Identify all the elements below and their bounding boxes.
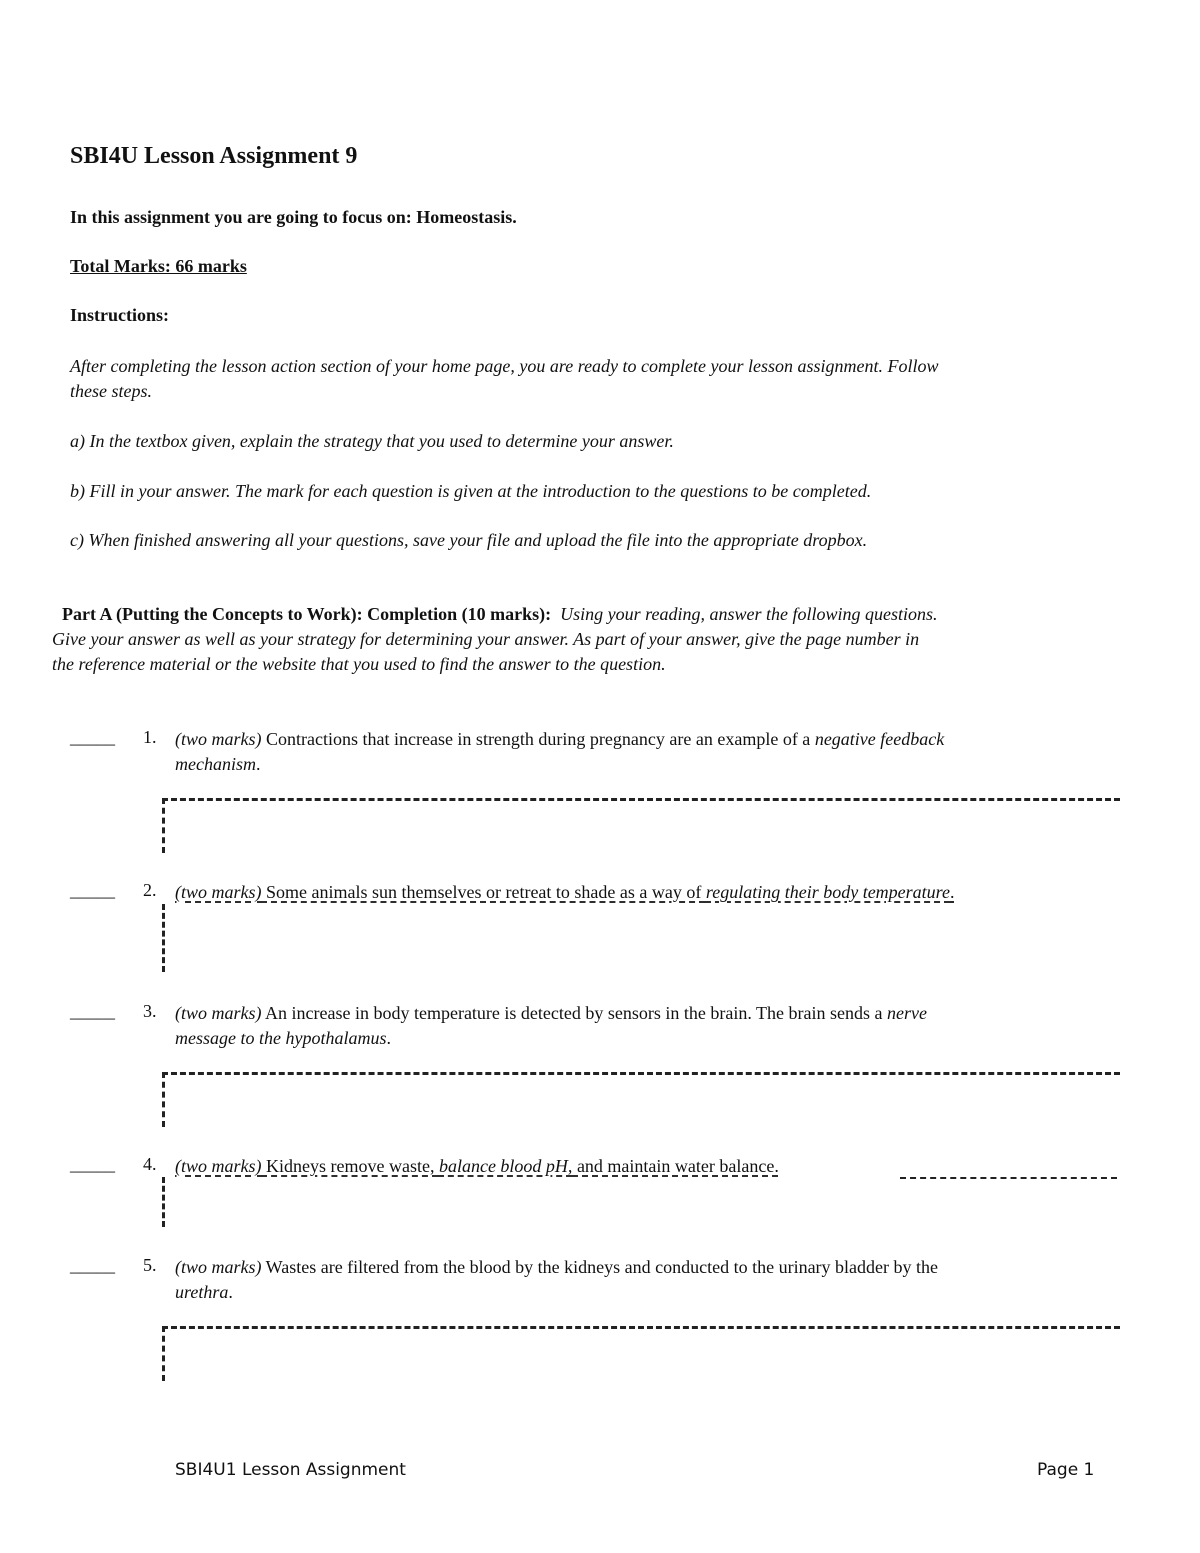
- question-text-1: [175, 727, 1125, 777]
- part-a-heading: Part A (Putting the Concepts to Work): Completion (10 marks):: [62, 604, 552, 624]
- answer-textbox-5[interactable]: [162, 1326, 1120, 1381]
- answer-blank-5[interactable]: _____: [70, 1255, 115, 1275]
- part-a-intro: [52, 602, 1142, 677]
- question-line2-5: urethra: [175, 1282, 229, 1302]
- question-emph-3: nerve: [886, 1003, 927, 1023]
- question-body-1: Contractions that increase in strength during pregnancy are an example of a: [261, 729, 815, 749]
- total-marks: Total Marks: 66 marks: [70, 256, 247, 276]
- answer-blank-3[interactable]: _____: [70, 1001, 115, 1021]
- question-marks-2: (two marks): [175, 882, 262, 902]
- question-marks-4: (two marks): [175, 1156, 262, 1176]
- answer-blank-2[interactable]: _____: [70, 880, 115, 900]
- part-a-line2: Give your answer as well as your strategy for determining your answer. As part of your answer, give the page number in: [52, 629, 920, 649]
- instructions-intro-line2: these steps.: [70, 381, 152, 401]
- question-body-2: Some animals sun themselves or retreat to shade as a way of: [261, 882, 706, 902]
- answer-textbox-2[interactable]: [162, 904, 1120, 972]
- question-number-4: 4.: [143, 1154, 157, 1174]
- question-emph-4: balance blood pH,: [438, 1156, 573, 1176]
- question-body-3: An increase in body temperature is detected by sensors in the brain. The brain sends a: [261, 1003, 887, 1023]
- part-a-line3: the reference material or the website that you used to find the answer to the question.: [52, 654, 666, 674]
- instructions-intro-line1: After completing the lesson action section of your home page, you are ready to complete your lesson assignment. Follow: [70, 356, 939, 376]
- answer-textbox-1[interactable]: [162, 798, 1120, 853]
- answer-blank-1[interactable]: _____: [70, 727, 115, 747]
- instructions-intro: [70, 354, 1150, 404]
- page-number: Page 1: [1037, 1460, 1095, 1480]
- question-body-5: Wastes are filtered from the blood by the kidneys and conducted to the urinary bladder by the: [261, 1257, 939, 1277]
- question-number-2: 2.: [143, 880, 157, 900]
- question-emph-2: regulating their body temperature: [705, 882, 950, 902]
- part-a-line1: [52, 602, 1142, 627]
- focus-line: In this assignment you are going to focus on: Homeostasis.: [70, 207, 517, 227]
- question-text-4: [175, 1154, 1125, 1179]
- question-tail-4: and maintain water balance.: [572, 1156, 779, 1176]
- question-text-2: [175, 880, 1125, 905]
- answer-textbox-4[interactable]: [162, 1177, 1120, 1227]
- question-number-5: 5.: [143, 1255, 157, 1275]
- instruction-step-a: a) In the textbox given, explain the strategy that you used to determine your answer.: [70, 431, 674, 451]
- question-line2-3: message to the hypothalamus: [175, 1028, 387, 1048]
- question-tail-5: .: [228, 1282, 233, 1302]
- question-body-4: Kidneys remove waste,: [261, 1156, 439, 1176]
- question-text-3: [175, 1001, 1125, 1051]
- instruction-step-c: c) When finished answering all your questions, save your file and upload the file into the appropriate dropbox.: [70, 530, 868, 550]
- question-marks-3: (two marks): [175, 1003, 262, 1023]
- answer-textbox-3[interactable]: [162, 1072, 1120, 1127]
- answer-blank-4[interactable]: _____: [70, 1154, 115, 1174]
- page-title: SBI4U Lesson Assignment 9: [70, 143, 358, 169]
- question-marks-5: (two marks): [175, 1257, 262, 1277]
- question-tail-2: .: [950, 882, 955, 902]
- question-number-1: 1.: [143, 727, 157, 747]
- instruction-step-b: b) Fill in your answer. The mark for each question is given at the introduction to the questions to be completed.: [70, 481, 872, 501]
- question-line2-1: mechanism: [175, 754, 256, 774]
- question-marks-1: (two marks): [175, 729, 262, 749]
- question-tail-3: .: [386, 1028, 391, 1048]
- question-number-3: 3.: [143, 1001, 157, 1021]
- question-text-5: [175, 1255, 1125, 1305]
- footer-title: SBI4U1 Lesson Assignment: [175, 1460, 406, 1480]
- question-emph-1: negative feedback: [814, 729, 945, 749]
- instructions-heading: Instructions:: [70, 305, 170, 325]
- question-tail-1: .: [255, 754, 261, 774]
- part-a-instruction: Using your reading, answer the following questions.: [560, 604, 938, 624]
